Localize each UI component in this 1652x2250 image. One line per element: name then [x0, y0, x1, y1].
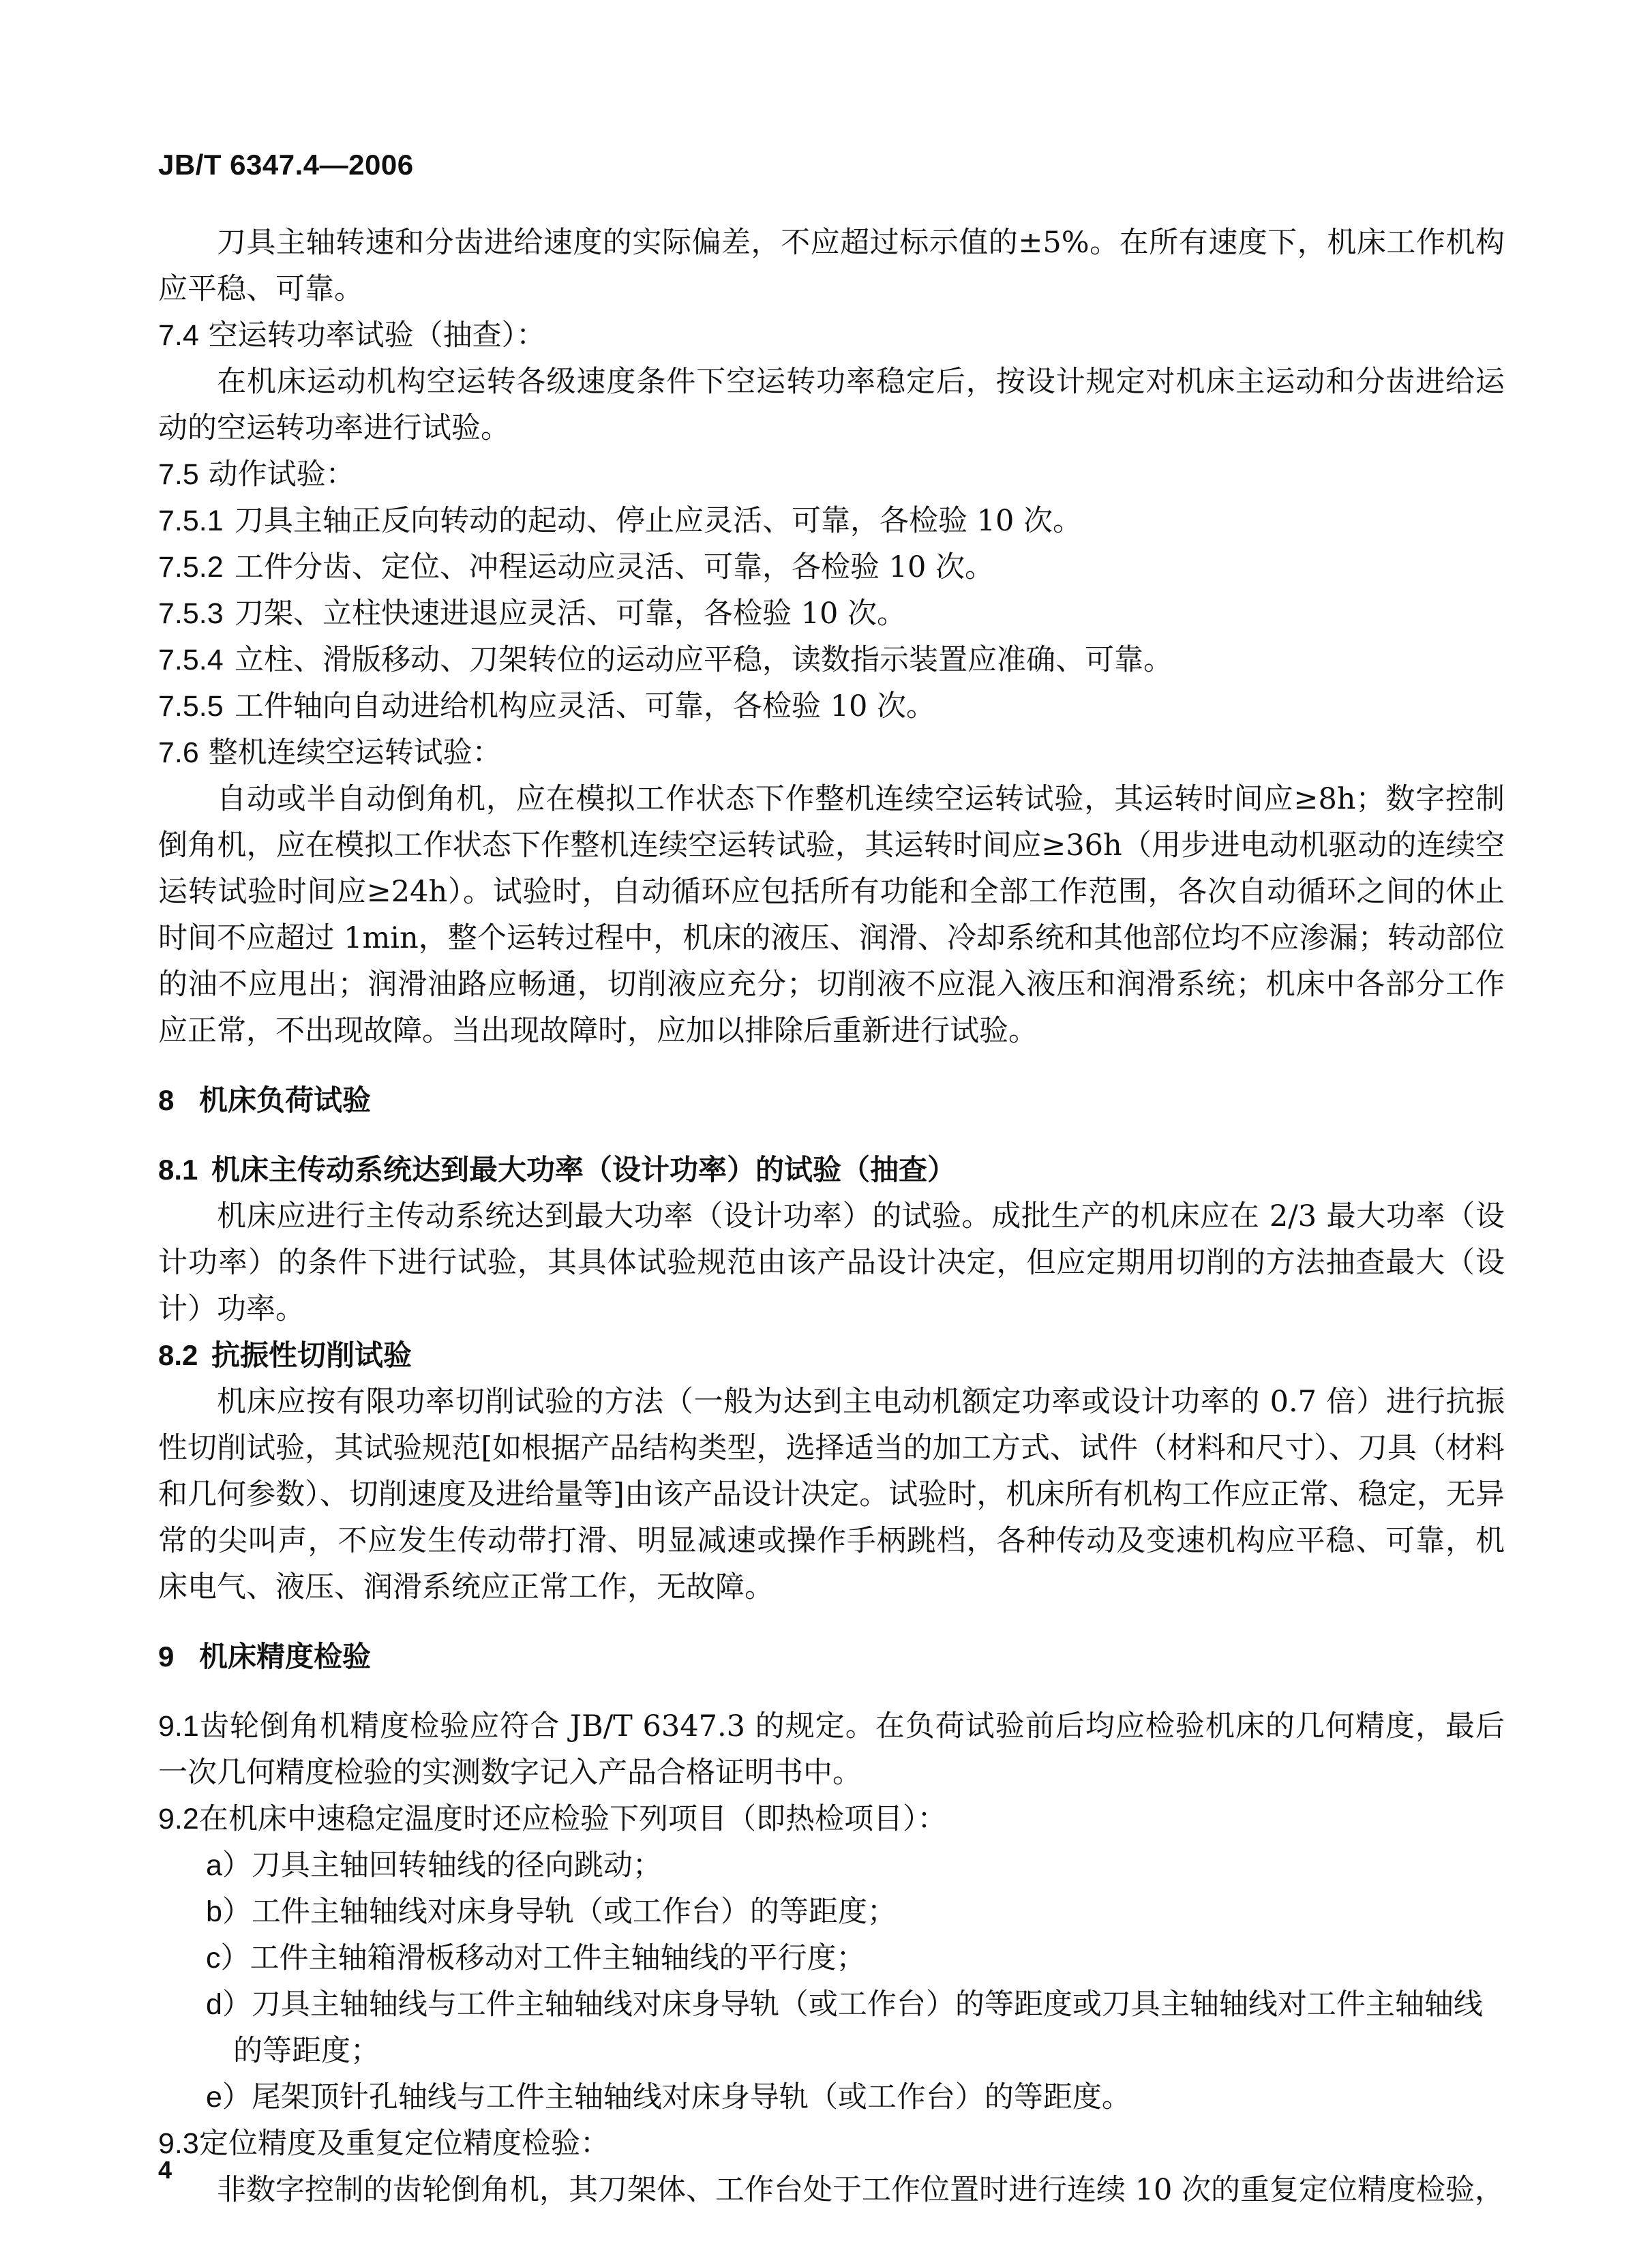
- list-label: a）: [206, 1849, 252, 1882]
- list-text: 工件主轴轴线对床身导轨（或工作台）的等距度；: [251, 1895, 897, 1929]
- list-label: b）: [206, 1895, 252, 1928]
- clause-title: 在机床中速稳定温度时还应检验下列项目（即热检项目）：: [199, 1802, 947, 1836]
- clause-text: 工件分齿、定位、冲程运动应灵活、可靠，各检验 10 次。: [235, 550, 995, 584]
- clause-7-5-3: [158, 590, 1505, 637]
- clause-title: 整机连续空运转试验：: [208, 736, 502, 770]
- clause-title: 定位精度及重复定位精度检验：: [199, 2127, 610, 2161]
- clause-7-4-body: 在机床运动机构空运转各级速度条件下空运转功率稳定后，按设计规定对机床主运动和分齿进给运动的空运转功率进行试验。: [158, 365, 1505, 445]
- clause-text: 刀具主轴正反向转动的起动、停止应灵活、可靠，各检验 10 次。: [235, 504, 1083, 538]
- clause-7-5-4: [158, 637, 1505, 683]
- clause-9-2-heading: [158, 1796, 1505, 1842]
- list-text: 刀具主轴回转轴线的径向跳动；: [251, 1848, 662, 1882]
- clause-number: 9.1: [158, 1710, 199, 1743]
- clause-number: 9.3: [158, 2127, 199, 2160]
- clause-9-1: [158, 1703, 1505, 1796]
- list-item-b: [206, 1889, 1505, 1935]
- section-number: 8: [158, 1084, 175, 1116]
- clause-text: 刀架、立柱快速进退应灵活、可靠，各检验 10 次。: [235, 597, 907, 631]
- clause-title: 抗振性切削试验: [211, 1338, 412, 1372]
- clause-8-2-heading: [158, 1332, 1505, 1379]
- clause-title: 机床主传动系统达到最大功率（设计功率）的试验（抽查）: [211, 1153, 957, 1186]
- clause-number: 7.4: [158, 319, 199, 352]
- clause-number: 7.5.5: [158, 690, 224, 723]
- clause-7-5-heading: [158, 451, 1505, 498]
- clause-number: 8.1: [158, 1154, 198, 1186]
- clause-8-2-body: 机床应按有限功率切削试验的方法（一般为达到主电动机额定功率或设计功率的 0.7 倍）进行抗振性切削试验，其试验规范[如根据产品结构类型，选择适当的加工方式、试件（材料和尺寸）、刀具（材料和几何参数）、切削速度及进给量等]由该产品设计决定。试验时，机床所有机构工作应正常、稳定，无异常的尖叫声，不应发生传动带打滑、明显减速或操作手柄跳档，各种传动及变速机构应平稳、可靠，机床电气、液压、润滑系统应正常工作，无故障。: [158, 1385, 1505, 1604]
- section-number: 9: [158, 1640, 175, 1672]
- clause-7-5-1: [158, 498, 1505, 544]
- section-title: 机床精度检验: [199, 1640, 372, 1673]
- clause-number: 7.5.3: [158, 597, 224, 630]
- clause-number: 7.5.2: [158, 551, 224, 584]
- section-9-heading: [158, 1634, 1505, 1680]
- clause-9-3-body: 非数字控制的齿轮倒角机，其刀架体、工作台处于工作位置时进行连续 10 次的重复定位精度检验，: [217, 2173, 1505, 2207]
- list-label: d）: [206, 1988, 252, 2021]
- list-item-e: [206, 2074, 1505, 2120]
- clause-number: 7.5: [158, 458, 199, 491]
- clause-text: 工件轴向自动进给机构应灵活、可靠，各检验 10 次。: [235, 689, 936, 723]
- clause-8-1-heading: [158, 1147, 1505, 1193]
- list-text: 尾架顶针孔轴线与工件主轴轴线对床身导轨（或工作台）的等距度。: [251, 2080, 1131, 2114]
- page-number: 4: [158, 2156, 172, 2184]
- intro-paragraph: 刀具主轴转速和分齿进给速度的实际偏差，不应超过标示值的±5%。在所有速度下，机床工作机构应平稳、可靠。: [158, 226, 1505, 306]
- clause-title: 动作试验：: [208, 457, 355, 492]
- clause-number: 7.6: [158, 736, 199, 769]
- list-text: 刀具主轴轴线与工件主轴轴线对床身导轨（或工作台）的等距度或刀具主轴轴线对工件主轴轴线的等距度；: [233, 1987, 1483, 2068]
- list-item-c: [206, 1935, 1505, 1981]
- clause-title: 空运转功率试验（抽查）：: [208, 318, 546, 352]
- section-8-heading: [158, 1077, 1505, 1124]
- clause-number: 7.5.1: [158, 505, 224, 537]
- list-item-a: [206, 1842, 1505, 1889]
- list-label: e）: [206, 2081, 252, 2114]
- clause-7-6-body: 自动或半自动倒角机，应在模拟工作状态下作整机连续空运转试验，其运转时间应≥8h；数字控制倒角机，应在模拟工作状态下作整机连续空运转试验，其运转时间应≥36h（用步进电动机驱动的连续空运转试验时间应≥24h）。试验时，自动循环应包括所有功能和全部工作范围，各次自动循环之间的休止时间不应超过 1min，整个运转过程中，机床的液压、润滑、冷却系统和其他部位均不应渗漏；转动部位的油不应甩出；润滑油路应畅通，切削液应充分；切削液不应混入液压和润滑系统；机床中各部分工作应正常，不出现故障。当出现故障时，应加以排除后重新进行试验。: [158, 782, 1505, 1048]
- clause-7-6-heading: [158, 730, 1505, 776]
- clause-text: 立柱、滑版移动、刀架转位的运动应平稳，读数指示装置应准确、可靠。: [235, 643, 1173, 677]
- list-item-d: [206, 1981, 1505, 2074]
- clause-number: 8.2: [158, 1339, 198, 1371]
- clause-8-1-body: 机床应进行主传动系统达到最大功率（设计功率）的试验。成批生产的机床应在 2/3 最大功率（设计功率）的条件下进行试验，其具体试验规范由该产品设计决定，但应定期用切削的方法抽查最大（设计）功率。: [158, 1199, 1505, 1326]
- clause-7-5-5: [158, 683, 1505, 730]
- clause-number: 9.2: [158, 1803, 199, 1835]
- clause-9-3-heading: [158, 2120, 1505, 2167]
- list-text: 工件主轴箱滑板移动对工件主轴轴线的平行度；: [250, 1941, 866, 1975]
- clause-7-4-heading: [158, 312, 1505, 359]
- document-body: [158, 220, 1505, 2213]
- document-code-header: JB/T 6347.4—2006: [158, 149, 414, 181]
- section-title: 机床负荷试验: [199, 1083, 372, 1117]
- clause-number: 7.5.4: [158, 644, 224, 676]
- clause-text: 齿轮倒角机精度检验应符合 JB/T 6347.3 的规定。在负荷试验前后均应检验机床的几何精度，最后一次几何精度检验的实测数字记入产品合格证明书中。: [158, 1709, 1505, 1790]
- clause-7-5-2: [158, 544, 1505, 590]
- list-label: c）: [206, 1942, 250, 1975]
